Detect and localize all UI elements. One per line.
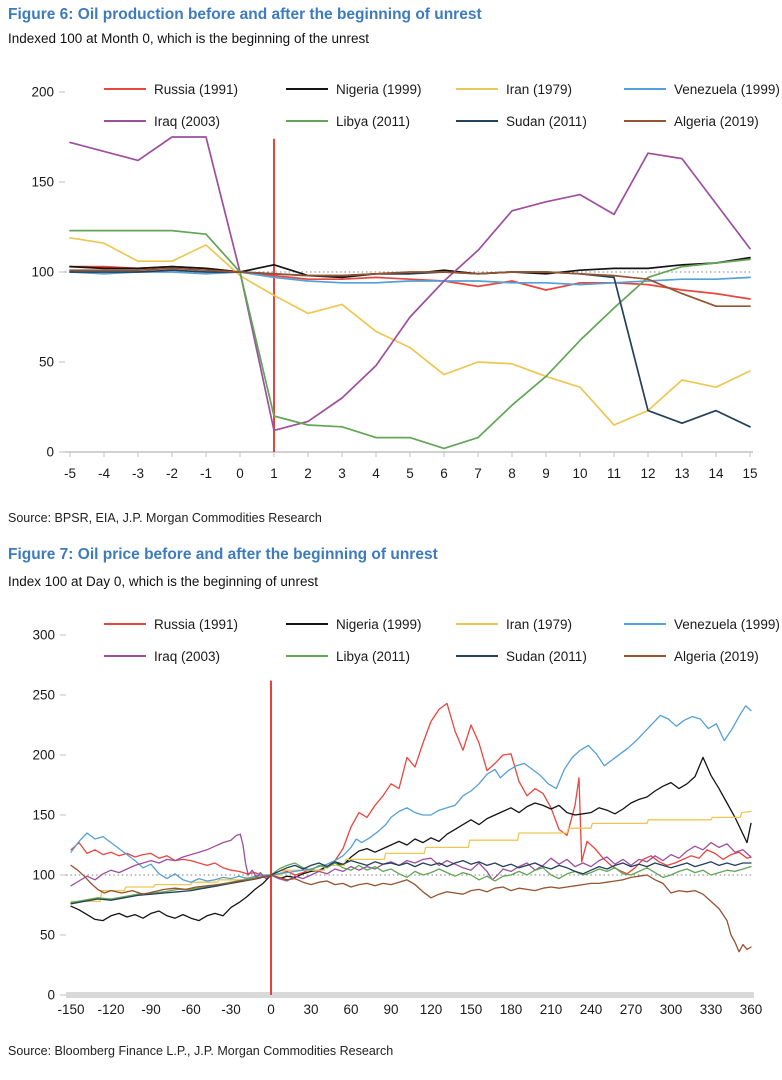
legend-label-sudan-2011: Sudan (2011) [506,113,587,129]
legend-line-swatch-russia-1991 [104,623,146,625]
x-tick-label: 270 [619,1002,643,1017]
legend-item-algeria-2019 [624,641,759,671]
x-tick-label: 3 [338,466,346,481]
x-tick-label: 30 [303,1002,319,1017]
legend-item-algeria-2019 [624,106,759,136]
x-tick-label: -3 [131,466,145,481]
legend-item-sudan-2011 [456,106,624,136]
legend-line-swatch-iraq-2003 [104,120,146,122]
x-tick-label: 0 [236,466,244,481]
figure7-legend-row-2 [104,641,759,671]
legend-item-russia-1991 [104,609,286,639]
legend-item-nigeria-1999 [286,74,456,104]
legend-item-iraq-2003 [104,106,286,136]
legend-line-swatch-nigeria-1999 [286,88,328,90]
legend-line-swatch-venezuela-1999 [624,88,666,90]
x-tick-label: 90 [383,1002,399,1017]
legend-item-venezuela-1999 [624,609,780,639]
x-tick-label: 2 [304,466,312,481]
legend-line-swatch-iraq-2003 [104,655,146,657]
legend-item-iran-1979 [456,609,624,639]
figure6-title: Figure 6: Oil production before and after the beginning of unrest [8,6,482,23]
figure7-source: Source: Bloomberg Finance L.P., J.P. Morgan Commodities Research [8,1044,394,1058]
y-tick-label: 50 [39,927,55,943]
x-tick-label: 6 [440,466,448,481]
legend-item-iraq-2003 [104,641,286,671]
legend-item-libya-2011 [286,641,456,671]
legend-line-swatch-sudan-2011 [456,655,498,657]
x-tick-label: -2 [165,466,179,481]
legend-label-algeria-2019: Algeria (2019) [674,113,759,129]
y-tick-label: 0 [46,444,54,460]
legend-label-venezuela-1999: Venezuela (1999) [674,616,780,632]
x-tick-label: 300 [659,1002,683,1017]
x-tick-label: 15 [742,466,758,481]
legend-label-nigeria-1999: Nigeria (1999) [336,616,422,632]
series-line-venezuela-1999 [71,706,751,882]
series-line-libya-2011 [70,231,750,449]
x-tick-label: -5 [63,466,77,481]
x-tick-label: 150 [459,1002,483,1017]
y-tick-label: 200 [31,84,54,100]
x-tick-label: -1 [199,466,213,481]
x-tick-label: 360 [739,1002,763,1017]
legend-item-russia-1991 [104,74,286,104]
x-tick-label: -4 [97,466,111,481]
y-tick-label: 50 [38,354,54,370]
x-tick-label: -60 [181,1002,201,1017]
legend-item-venezuela-1999 [624,74,780,104]
figure7-legend-row-1 [104,609,780,639]
x-tick-label: 4 [372,466,380,481]
legend-line-swatch-iran-1979 [456,88,498,90]
x-tick-label: 8 [508,466,516,481]
x-tick-label: 330 [699,1002,723,1017]
figure6-subtitle: Indexed 100 at Month 0, which is the beginning of the unrest [8,31,369,46]
legend-item-nigeria-1999 [286,609,456,639]
legend-line-swatch-iran-1979 [456,623,498,625]
legend-label-iraq-2003: Iraq (2003) [154,648,221,664]
legend-item-iran-1979 [456,74,624,104]
x-tick-label: -90 [141,1002,161,1017]
legend-label-iraq-2003: Iraq (2003) [154,113,221,129]
legend-line-swatch-venezuela-1999 [624,623,666,625]
x-tick-label: 13 [674,466,690,481]
legend-line-swatch-sudan-2011 [456,120,498,122]
x-tick-label: 180 [499,1002,523,1017]
legend-label-nigeria-1999: Nigeria (1999) [336,81,422,97]
legend-item-libya-2011 [286,106,456,136]
x-tick-label: 5 [406,466,414,481]
legend-label-russia-1991: Russia (1991) [154,616,239,632]
legend-label-algeria-2019: Algeria (2019) [674,648,759,664]
x-tick-label: -30 [221,1002,241,1017]
x-tick-label: 9 [542,466,550,481]
legend-label-libya-2011: Libya (2011) [336,113,411,129]
legend-line-swatch-algeria-2019 [624,655,666,657]
x-tick-label: 210 [539,1002,563,1017]
figure7-title: Figure 7: Oil price before and after the beginning of unrest [8,546,438,563]
figure7-subtitle: Index 100 at Day 0, which is the beginning of unrest [8,574,318,589]
legend-label-russia-1991: Russia (1991) [154,81,239,97]
y-tick-label: 250 [32,687,55,703]
legend-label-sudan-2011: Sudan (2011) [506,648,587,664]
y-tick-label: 300 [32,627,55,643]
x-tick-label: 10 [572,466,588,481]
x-tick-label: -120 [97,1002,125,1017]
x-axis-bar [66,992,754,998]
x-tick-label: -150 [57,1002,85,1017]
x-tick-label: 14 [708,466,724,481]
y-tick-label: 150 [32,807,55,823]
series-line-russia-1991 [71,703,751,876]
legend-line-swatch-algeria-2019 [624,120,666,122]
legend-label-iran-1979: Iran (1979) [506,616,573,632]
legend-line-swatch-libya-2011 [286,655,328,657]
legend-line-swatch-russia-1991 [104,88,146,90]
x-tick-label: 11 [606,466,622,481]
legend-line-swatch-nigeria-1999 [286,623,328,625]
y-tick-label: 100 [32,867,55,883]
legend-label-libya-2011: Libya (2011) [336,648,411,664]
series-line-algeria-2019 [71,865,751,951]
legend-label-iran-1979: Iran (1979) [506,81,573,97]
y-tick-label: 0 [47,987,55,1003]
series-line-nigeria-1999 [71,757,751,920]
x-tick-label: 12 [640,466,656,481]
y-tick-label: 150 [31,174,54,190]
x-tick-label: 7 [474,466,482,481]
x-tick-label: 240 [579,1002,603,1017]
legend-label-venezuela-1999: Venezuela (1999) [674,81,780,97]
x-tick-label: 120 [419,1002,443,1017]
legend-item-sudan-2011 [456,641,624,671]
x-tick-label: 0 [267,1002,275,1017]
y-tick-label: 100 [31,264,54,280]
figure6-legend-row-2 [104,106,759,136]
figure6-source: Source: BPSR, EIA, J.P. Morgan Commodities Research [8,511,322,525]
legend-line-swatch-libya-2011 [286,120,328,122]
figure6-legend-row-1 [104,74,780,104]
x-tick-label: 60 [343,1002,359,1017]
series-line-iraq-2003 [70,137,750,430]
x-tick-label: 1 [270,466,278,481]
y-tick-label: 200 [32,747,55,763]
